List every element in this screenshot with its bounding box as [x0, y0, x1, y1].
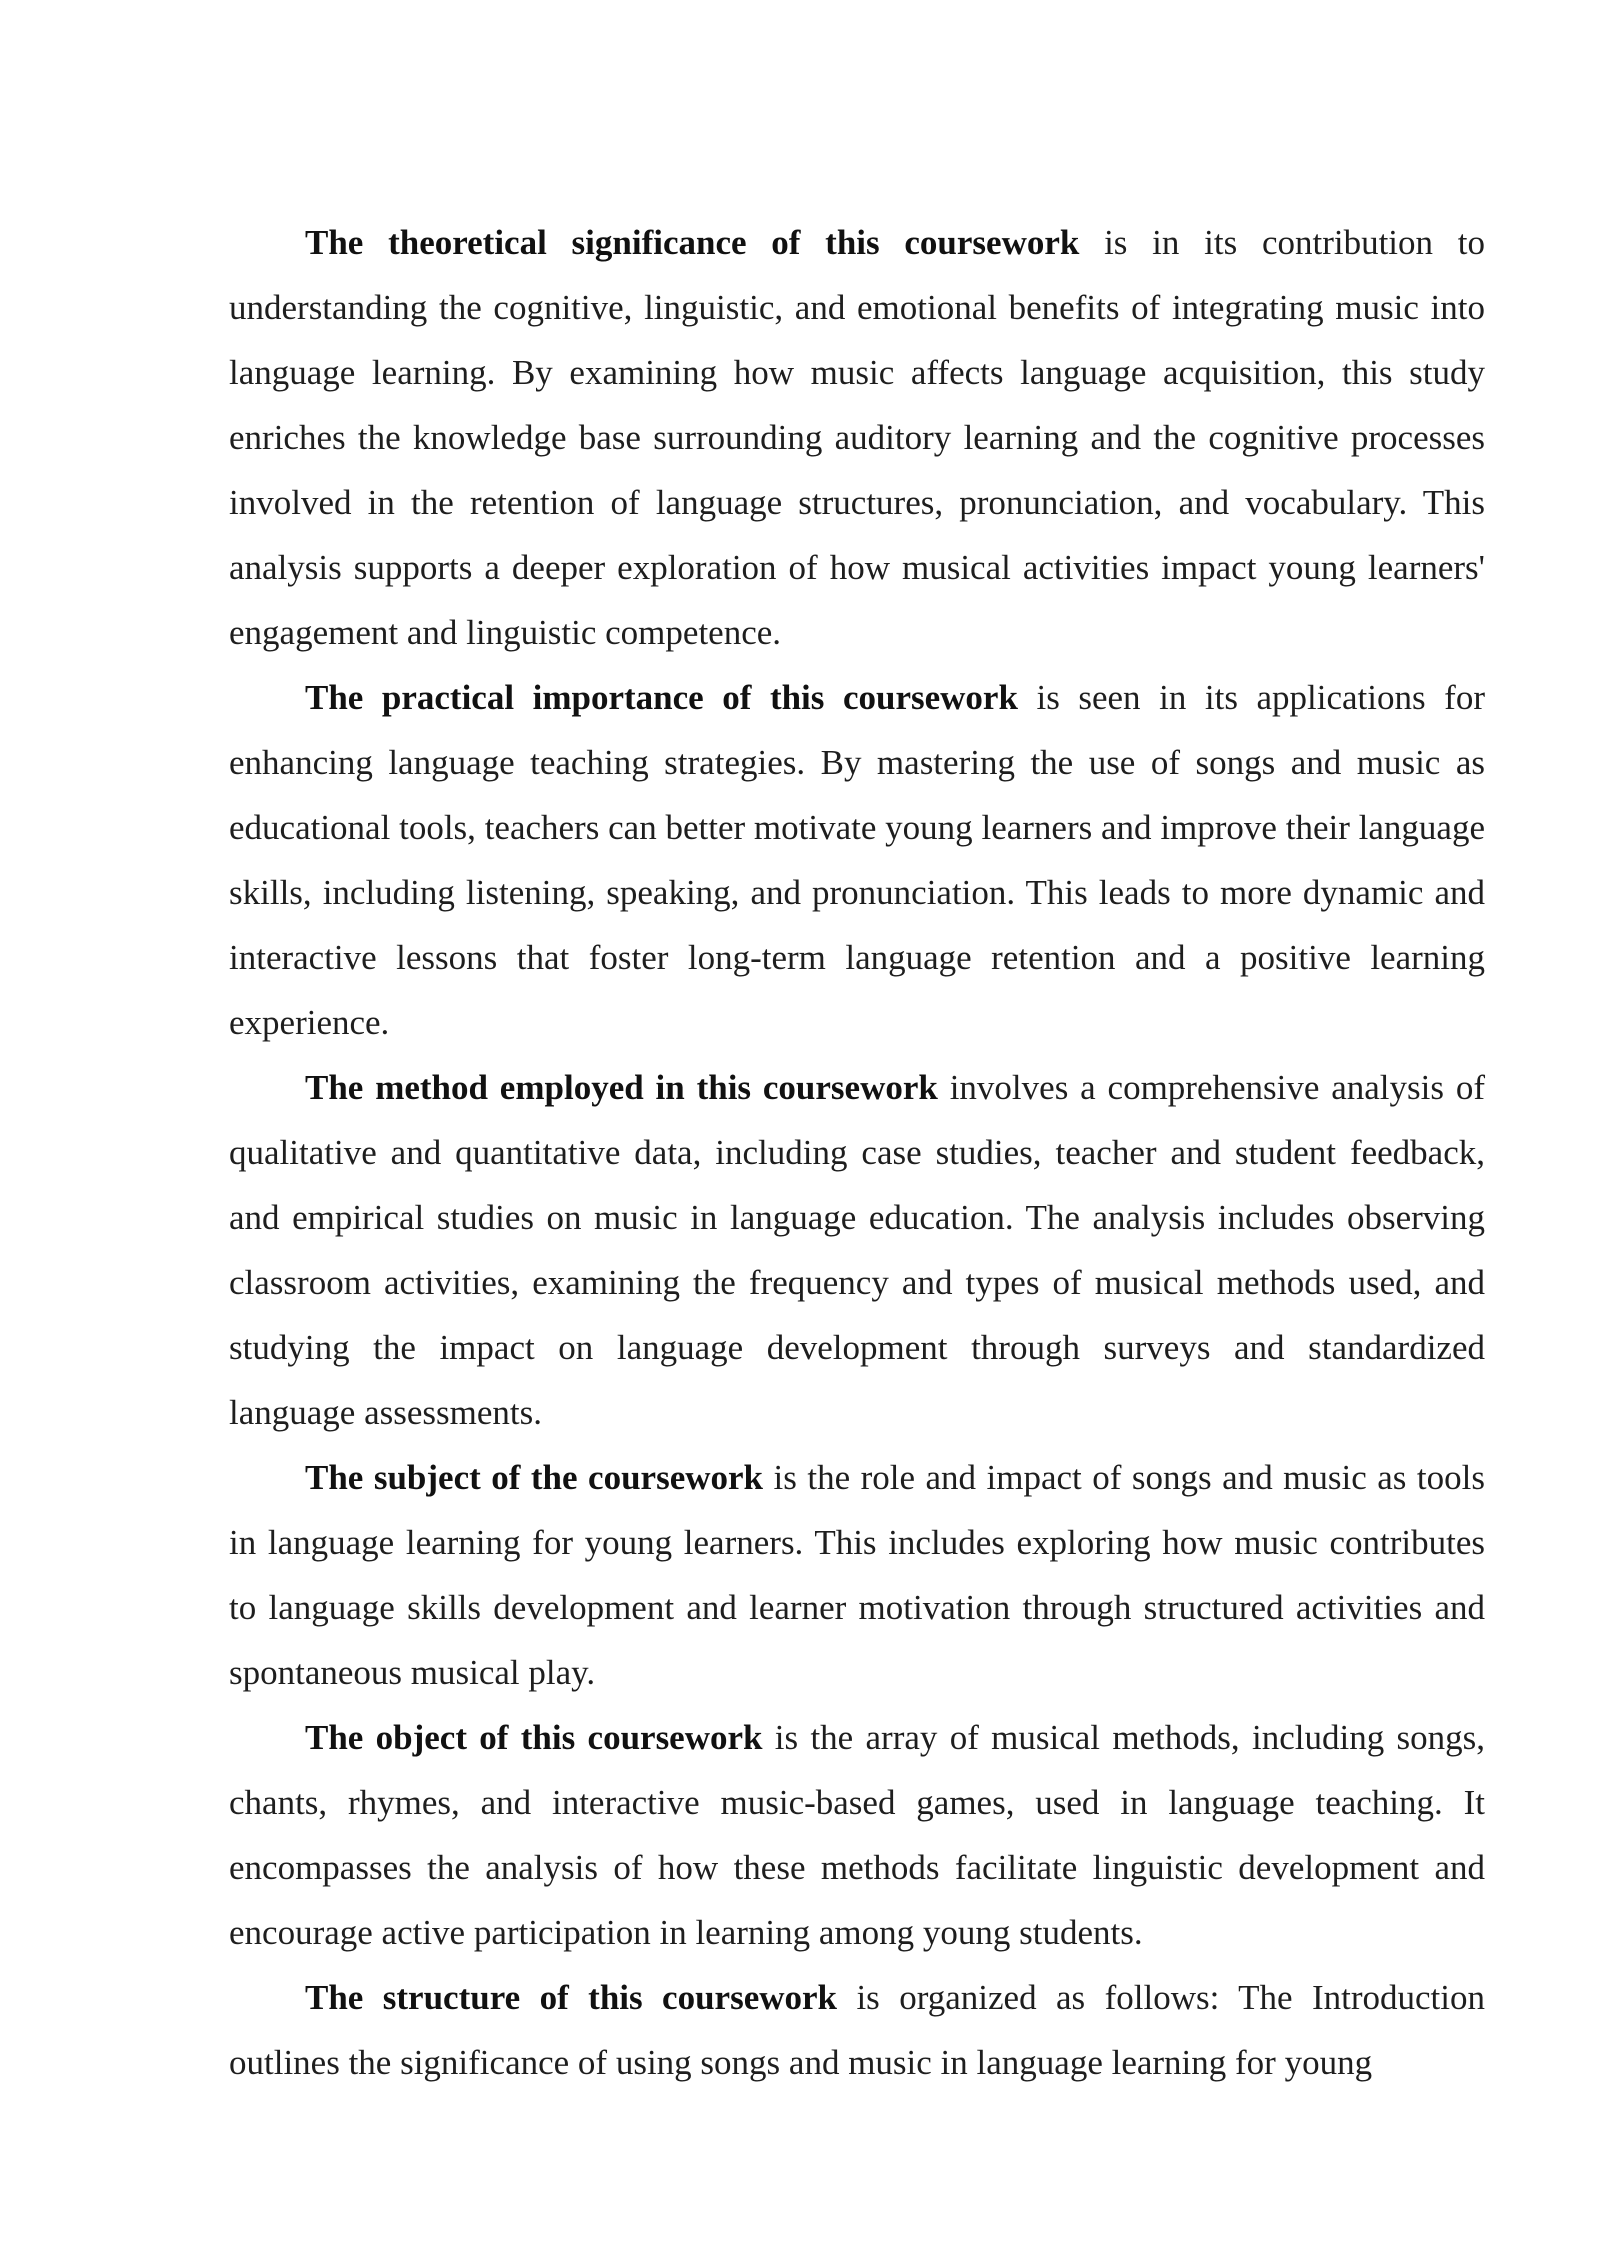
paragraph-body: is seen in its applications for enhancing language teaching strategies. By mastering the use of songs and music as educational tools, teachers can better motivate young learners and improve their language skills, including listening, speaking, and pronunciation. This leads to more dynamic and interactive lessons that foster long-term language retention and a positive learning experience. — [229, 678, 1485, 1042]
paragraph-theoretical-significance — [229, 210, 1485, 665]
paragraph-lead: The practical importance of this coursework — [305, 678, 1018, 717]
paragraph-practical-importance — [229, 665, 1485, 1055]
paragraph-lead: The subject of the coursework — [305, 1458, 764, 1497]
paragraph-lead: The method employed in this coursework — [305, 1068, 938, 1107]
paragraph-object — [229, 1705, 1485, 1965]
document-body — [229, 210, 1485, 2095]
paragraph-body: is the role and impact of songs and music as tools in language learning for young learners. This includes exploring how music contributes to language skills development and learner motivation through structured activities and spontaneous musical play. — [229, 1458, 1485, 1692]
paragraph-lead: The object of this coursework — [305, 1718, 763, 1757]
paragraph-subject — [229, 1445, 1485, 1705]
paragraph-body: is the array of musical methods, including songs, chants, rhymes, and interactive music-based games, used in language teaching. It encompasses the analysis of how these methods facilitate linguistic development and encourage active participation in learning among young students. — [229, 1718, 1485, 1952]
paragraph-body: is in its contribution to understanding the cognitive, linguistic, and emotional benefits of integrating music into language learning. By examining how music affects language acquisition, this study enriches the knowledge base surrounding auditory learning and the cognitive processes involved in the retention of language structures, pronunciation, and vocabulary. This analysis supports a deeper exploration of how musical activities impact young learners' engagement and linguistic competence. — [229, 223, 1485, 652]
paragraph-body: is organized as follows: The Introduction outlines the significance of using songs and music in language learning for young — [229, 1978, 1485, 2082]
paragraph-lead: The theoretical significance of this coursework — [305, 223, 1080, 262]
paragraph-body: involves a comprehensive analysis of qualitative and quantitative data, including case studies, teacher and student feedback, and empirical studies on music in language education. The analysis includes observing classroom activities, examining the frequency and types of musical methods used, and studying the impact on language development through surveys and standardized language assessments. — [229, 1068, 1486, 1432]
paragraph-structure — [229, 1965, 1485, 2095]
paragraph-method — [229, 1055, 1485, 1445]
paragraph-lead: The structure of this coursework — [305, 1978, 838, 2017]
